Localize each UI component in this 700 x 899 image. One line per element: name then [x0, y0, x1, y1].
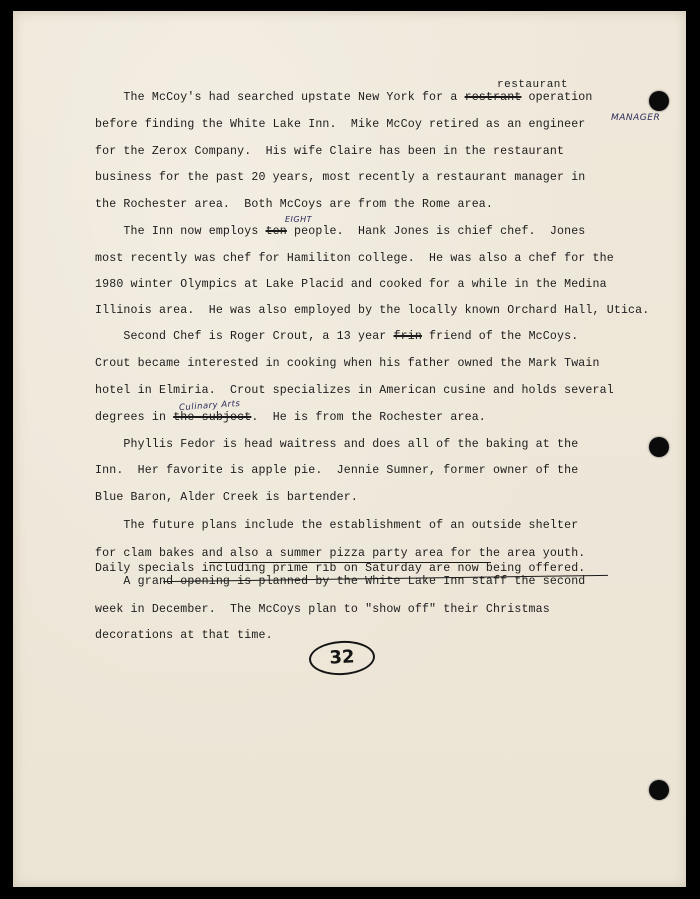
typed-text: [13, 11, 686, 887]
text-line: A grand opening is planned by the White Lake Inn staff the second: [95, 575, 586, 588]
text-line: The future plans include the establishment of an outside shelter: [95, 519, 579, 532]
text-line: most recently was chef for Hamiliton college. He was also a chef for the: [95, 252, 614, 265]
text-line: decorations at that time.: [95, 629, 273, 642]
text-line: The McCoy's had searched upstate New York for a restrant operation: [95, 91, 593, 104]
text-line: Blue Baron, Alder Creek is bartender.: [95, 491, 358, 504]
annotation-manager: MANAGER: [611, 113, 661, 123]
text-line: week in December. The McCoys plan to "show off" their Christmas: [95, 603, 550, 616]
text-line: business for the past 20 years, most recently a restaurant manager in: [95, 171, 586, 184]
text-line: hotel in Elmiria. Crout specializes in American cusine and holds several: [95, 384, 614, 397]
text-line: Phyllis Fedor is head waitress and does all of the baking at the: [95, 438, 579, 451]
text-line: 1980 winter Olympics at Lake Placid and cooked for a while in the Medina: [95, 278, 607, 291]
annotation-eight: EIGHT: [285, 215, 313, 224]
text-line: Second Chef is Roger Crout, a 13 year frin friend of the McCoys.: [95, 330, 579, 343]
annotation-restaurant: restaurant: [497, 79, 569, 91]
text-line: for clam bakes and also a summer pizza party area for the area youth.: [95, 547, 586, 560]
text-line: Daily specials including prime rib on Saturday are now being offered.: [95, 562, 586, 575]
text-line: Illinois area. He was also employed by the locally known Orchard Hall, Utica.: [95, 304, 650, 317]
text-line: degrees in the subject. He is from the Rochester area.: [95, 411, 486, 424]
text-line: the Rochester area. Both McCoys are from the Rome area.: [95, 198, 494, 211]
document-page: [13, 11, 686, 887]
handwritten-underline: [209, 562, 491, 563]
text-line: Crout became interested in cooking when his father owned the Mark Twain: [95, 357, 600, 370]
annotation-culinary: Culinary Arts: [178, 398, 241, 414]
text-line: for the Zerox Company. His wife Claire has been in the restaurant: [95, 145, 565, 158]
text-line: before finding the White Lake Inn. Mike McCoy retired as an engineer: [95, 118, 586, 131]
text-line: Inn. Her favorite is apple pie. Jennie Sumner, former owner of the: [95, 464, 579, 477]
page-number: 32: [308, 639, 376, 676]
text-line: The Inn now employs ten people. Hank Jones is chief chef. Jones: [95, 225, 586, 238]
